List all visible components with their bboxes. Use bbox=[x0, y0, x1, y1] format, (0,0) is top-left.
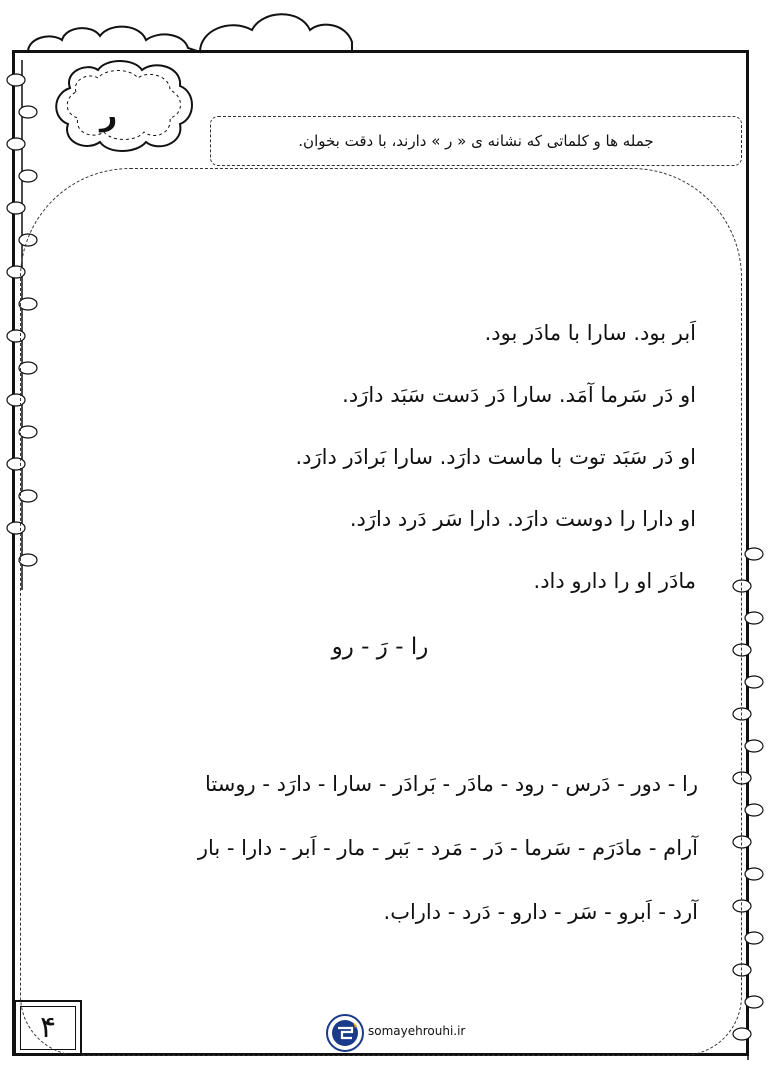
word-line: آرام - مادَرَم - سَرما - دَر - مَرد - بَبر - مار - اَبر - دارا - بار bbox=[197, 836, 698, 860]
letter-cloud-frame bbox=[50, 58, 200, 153]
website-url: somayehrouhi.ir bbox=[368, 1024, 466, 1038]
sentence: او دَر سَرما آمَد. سارا دَر دَست سَبَد دارَد. bbox=[342, 383, 696, 407]
sentence: اَبر بود. سارا با مادَر بود. bbox=[484, 321, 696, 345]
sentence: او دَر سَبَد توت با ماست دارَد. سارا بَرادَر دارَد. bbox=[295, 445, 696, 469]
brand-logo-icon bbox=[326, 1014, 364, 1052]
instruction-text: جمله ها و کلماتی که نشانه ی « ر » دارند، با دقت بخوان. bbox=[298, 132, 654, 150]
word-line: را - دور - دَرس - رود - مادَر - بَرادَر - سارا - دارَد - روستا bbox=[205, 772, 698, 796]
word-line: آرد - اَبرو - سَر - دارو - دَرد - داراب. bbox=[383, 900, 698, 924]
instruction-box bbox=[210, 116, 742, 166]
sentence: مادَر او را دارو داد. bbox=[533, 569, 696, 593]
sentence: او دارا را دوست دارَد. دارا سَر دَرد دارَد. bbox=[349, 507, 696, 531]
lesson-letter: ر bbox=[100, 98, 118, 133]
word-list bbox=[58, 752, 698, 944]
reading-sentences bbox=[96, 302, 696, 612]
syllable-forms: را - رَ - رو bbox=[331, 634, 429, 660]
page-number: ۴ bbox=[14, 1000, 82, 1056]
